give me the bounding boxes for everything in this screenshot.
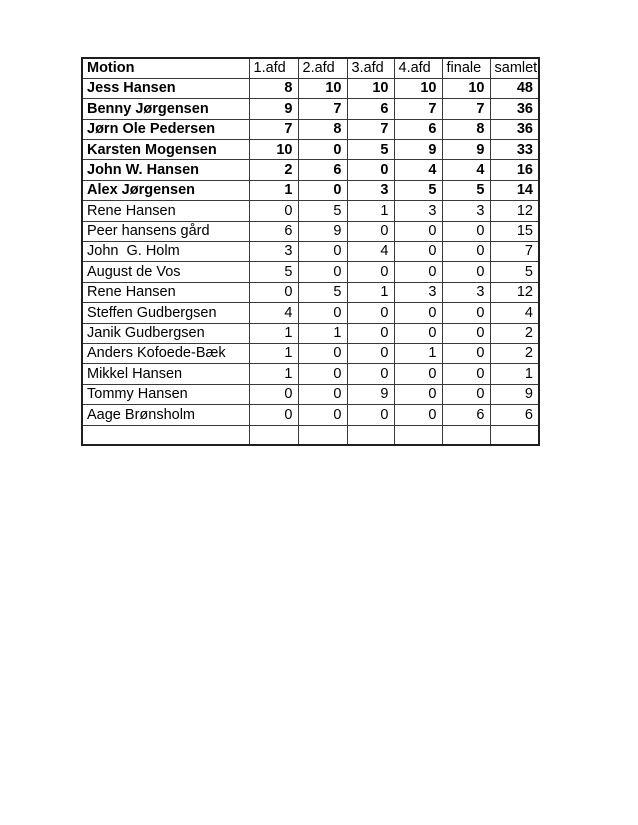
score-cell: 0 (347, 405, 394, 425)
score-cell: 14 (490, 180, 539, 200)
score-cell (298, 425, 347, 445)
column-header-motion: Motion (82, 58, 249, 78)
score-cell: 3 (394, 201, 442, 221)
table-row (82, 242, 539, 262)
player-name-cell: Janik Gudbergsen (82, 323, 249, 343)
table-row (82, 323, 539, 343)
score-cell: 16 (490, 160, 539, 180)
score-cell (490, 425, 539, 445)
score-cell: 0 (249, 384, 298, 404)
score-cell: 0 (298, 303, 347, 323)
score-cell: 10 (394, 78, 442, 98)
score-cell: 48 (490, 78, 539, 98)
score-cell: 0 (442, 221, 490, 241)
score-cell: 9 (298, 221, 347, 241)
score-cell: 6 (394, 119, 442, 139)
player-name-cell (82, 425, 249, 445)
score-cell: 1 (249, 343, 298, 363)
table-row (82, 303, 539, 323)
score-cell: 4 (490, 303, 539, 323)
score-cell: 1 (249, 364, 298, 384)
table-row (82, 99, 539, 119)
player-name-cell: August de Vos (82, 262, 249, 282)
score-cell: 5 (394, 180, 442, 200)
score-cell: 5 (298, 282, 347, 302)
score-cell: 9 (490, 384, 539, 404)
score-cell: 36 (490, 119, 539, 139)
table-row (82, 221, 539, 241)
score-cell: 3 (249, 242, 298, 262)
table-row (82, 384, 539, 404)
score-cell: 0 (394, 221, 442, 241)
score-cell: 3 (394, 282, 442, 302)
score-cell: 5 (442, 180, 490, 200)
score-cell: 2 (490, 323, 539, 343)
player-name-cell: Aage Brønsholm (82, 405, 249, 425)
score-cell: 33 (490, 140, 539, 160)
score-cell: 1 (394, 343, 442, 363)
results-table (81, 57, 540, 446)
score-cell (249, 425, 298, 445)
player-name-cell: Rene Hansen (82, 201, 249, 221)
player-name-cell: Karsten Mogensen (82, 140, 249, 160)
score-cell: 1 (249, 323, 298, 343)
score-cell: 3 (442, 282, 490, 302)
score-cell: 10 (249, 140, 298, 160)
player-name-cell: Alex Jørgensen (82, 180, 249, 200)
column-header-samlet: samlet (490, 58, 539, 78)
column-header-1afd: 1.afd (249, 58, 298, 78)
score-cell: 3 (347, 180, 394, 200)
score-cell: 0 (298, 180, 347, 200)
score-cell: 5 (298, 201, 347, 221)
score-cell: 4 (442, 160, 490, 180)
column-header-2afd: 2.afd (298, 58, 347, 78)
score-cell: 2 (490, 343, 539, 363)
score-cell: 0 (347, 262, 394, 282)
score-cell: 0 (442, 323, 490, 343)
score-cell: 7 (249, 119, 298, 139)
score-cell: 0 (394, 323, 442, 343)
column-header-finale: finale (442, 58, 490, 78)
score-cell: 8 (249, 78, 298, 98)
score-cell: 5 (490, 262, 539, 282)
score-cell: 9 (442, 140, 490, 160)
table-row (82, 405, 539, 425)
score-cell: 0 (442, 303, 490, 323)
table-row (82, 140, 539, 160)
score-cell: 0 (394, 405, 442, 425)
score-cell (347, 425, 394, 445)
score-cell: 0 (347, 221, 394, 241)
score-cell (394, 425, 442, 445)
score-cell: 4 (394, 160, 442, 180)
score-cell: 1 (249, 180, 298, 200)
score-cell: 6 (249, 221, 298, 241)
score-cell: 0 (442, 364, 490, 384)
score-cell: 0 (298, 384, 347, 404)
table-row (82, 119, 539, 139)
score-cell: 8 (298, 119, 347, 139)
score-cell: 7 (490, 242, 539, 262)
player-name-cell: Anders Kofoede-Bæk (82, 343, 249, 363)
score-cell: 7 (347, 119, 394, 139)
score-cell: 12 (490, 282, 539, 302)
score-cell (442, 425, 490, 445)
score-cell: 5 (249, 262, 298, 282)
score-cell: 0 (442, 343, 490, 363)
table-row (82, 282, 539, 302)
score-cell: 0 (347, 323, 394, 343)
score-cell: 0 (298, 262, 347, 282)
score-cell: 0 (347, 160, 394, 180)
score-cell: 10 (347, 78, 394, 98)
score-cell: 10 (298, 78, 347, 98)
score-cell: 0 (442, 242, 490, 262)
score-cell: 5 (347, 140, 394, 160)
score-cell: 36 (490, 99, 539, 119)
player-name-cell: Tommy Hansen (82, 384, 249, 404)
score-cell: 1 (347, 282, 394, 302)
score-cell: 0 (394, 242, 442, 262)
score-cell: 0 (442, 384, 490, 404)
score-cell: 0 (298, 364, 347, 384)
player-name-cell: Peer hansens gård (82, 221, 249, 241)
header-row (82, 58, 539, 78)
player-name-cell: John G. Holm (82, 242, 249, 262)
score-cell: 15 (490, 221, 539, 241)
score-cell: 4 (347, 242, 394, 262)
player-name-cell: Jørn Ole Pedersen (82, 119, 249, 139)
player-name-cell: Mikkel Hansen (82, 364, 249, 384)
player-name-cell: Jess Hansen (82, 78, 249, 98)
score-cell: 7 (394, 99, 442, 119)
table-row (82, 201, 539, 221)
score-cell: 0 (442, 262, 490, 282)
table-row (82, 425, 539, 445)
score-cell: 6 (347, 99, 394, 119)
score-cell: 0 (298, 140, 347, 160)
score-cell: 0 (394, 364, 442, 384)
score-cell: 0 (298, 242, 347, 262)
score-cell: 0 (394, 384, 442, 404)
player-name-cell: Steffen Gudbergsen (82, 303, 249, 323)
score-cell: 9 (347, 384, 394, 404)
score-cell: 7 (442, 99, 490, 119)
score-cell: 12 (490, 201, 539, 221)
score-cell: 1 (298, 323, 347, 343)
score-cell: 6 (442, 405, 490, 425)
score-cell: 0 (249, 282, 298, 302)
score-cell: 0 (298, 405, 347, 425)
score-cell: 1 (347, 201, 394, 221)
table-row (82, 78, 539, 98)
score-cell: 0 (347, 364, 394, 384)
player-name-cell: Rene Hansen (82, 282, 249, 302)
score-cell: 1 (490, 364, 539, 384)
score-cell: 10 (442, 78, 490, 98)
table-row (82, 364, 539, 384)
table-row (82, 160, 539, 180)
player-name-cell: John W. Hansen (82, 160, 249, 180)
table-row (82, 180, 539, 200)
score-cell: 6 (490, 405, 539, 425)
table-body (82, 78, 539, 445)
player-name-cell: Benny Jørgensen (82, 99, 249, 119)
score-cell: 4 (249, 303, 298, 323)
score-cell: 0 (347, 303, 394, 323)
score-cell: 8 (442, 119, 490, 139)
score-cell: 0 (298, 343, 347, 363)
table-row (82, 262, 539, 282)
table-row (82, 343, 539, 363)
score-cell: 9 (249, 99, 298, 119)
score-cell: 0 (249, 201, 298, 221)
score-cell: 2 (249, 160, 298, 180)
score-cell: 0 (347, 343, 394, 363)
column-header-3afd: 3.afd (347, 58, 394, 78)
score-cell: 0 (394, 303, 442, 323)
column-header-4afd: 4.afd (394, 58, 442, 78)
score-cell: 3 (442, 201, 490, 221)
score-cell: 0 (249, 405, 298, 425)
score-cell: 9 (394, 140, 442, 160)
score-cell: 0 (394, 262, 442, 282)
score-cell: 6 (298, 160, 347, 180)
score-cell: 7 (298, 99, 347, 119)
